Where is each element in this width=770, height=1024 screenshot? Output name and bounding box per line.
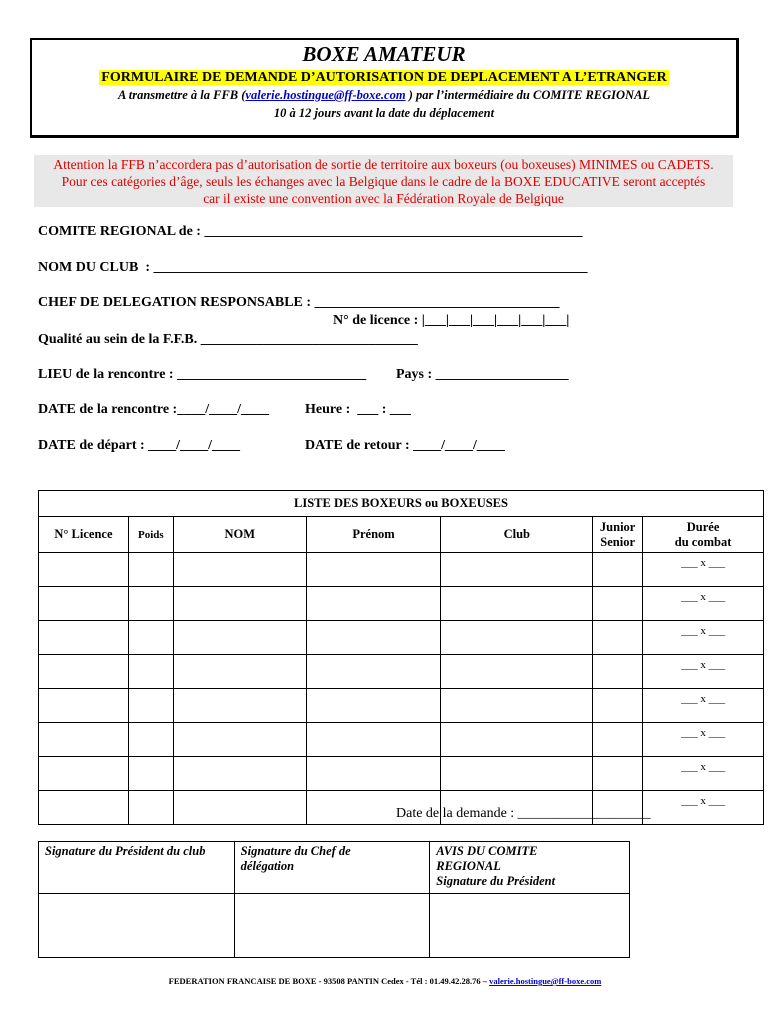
cell-nom[interactable]: [173, 553, 306, 587]
cell-nom[interactable]: [173, 791, 306, 825]
cell-nom[interactable]: [173, 587, 306, 621]
col-header-club: Club: [441, 517, 593, 553]
request-date-field[interactable]: Date de la demande : ___________________: [396, 806, 651, 821]
cell-prenom[interactable]: [306, 757, 441, 791]
col-header-nom: NOM: [173, 517, 306, 553]
boxer-rows: [39, 553, 764, 825]
cell-duree[interactable]: ___ x ___: [643, 553, 764, 587]
cell-licence[interactable]: [39, 553, 129, 587]
table-row: [39, 757, 764, 791]
cell-junior-senior[interactable]: [593, 689, 643, 723]
col-header-duree: [643, 517, 764, 553]
col-header-duree-1: Durée: [686, 519, 720, 534]
cell-poids[interactable]: [128, 723, 173, 757]
cell-club[interactable]: [441, 621, 593, 655]
col-header-licence: N° Licence: [39, 517, 129, 553]
meeting-date-field[interactable]: DATE de la rencontre :____/____/____: [38, 402, 269, 417]
transmit-suffix: ) par l’intermédiaire du COMITE REGIONAL: [405, 88, 651, 102]
signature-avis-comite-box[interactable]: [430, 894, 630, 958]
cell-club[interactable]: [441, 587, 593, 621]
table-row: [39, 723, 764, 757]
cell-prenom[interactable]: [306, 723, 441, 757]
licence-number-field[interactable]: N° de licence : |___|___|___|___|___|___|: [333, 313, 570, 328]
cell-poids[interactable]: [128, 587, 173, 621]
col-header-junior: Junior: [599, 519, 636, 534]
avis-comite-line-1: AVIS DU COMITE: [436, 844, 538, 858]
footer-email-link[interactable]: valerie.hostingue@ff-boxe.com: [489, 976, 602, 986]
signature-president-club-box[interactable]: [39, 894, 235, 958]
cell-duree[interactable]: ___ x ___: [643, 723, 764, 757]
signature-chef-delegation-line-1: Signature du Chef de: [240, 844, 351, 858]
form-subtitle: [32, 68, 736, 86]
col-header-junior-senior: [593, 517, 643, 553]
cell-junior-senior[interactable]: [593, 553, 643, 587]
boxers-table: [38, 490, 764, 825]
warning-box: [34, 155, 733, 207]
warning-line-2: Pour ces catégories d’âge, seuls les échanges avec la Belgique dans le cadre de la BOXE EDUCATIVE seront acceptés: [61, 174, 706, 189]
col-header-poids: Poids: [128, 517, 173, 553]
col-header-duree-2: du combat: [674, 534, 732, 549]
cell-junior-senior[interactable]: [593, 723, 643, 757]
table-row: [39, 553, 764, 587]
cell-poids[interactable]: [128, 621, 173, 655]
transmit-email-link[interactable]: valerie.hostingue@ff-boxe.com: [245, 88, 406, 102]
cell-duree[interactable]: ___ x ___: [643, 689, 764, 723]
time-field[interactable]: Heure : ___ : ___: [305, 402, 411, 417]
meeting-place-field[interactable]: LIEU de la rencontre : ___________________________: [38, 367, 367, 382]
cell-licence[interactable]: [39, 757, 129, 791]
table-row: [39, 587, 764, 621]
comite-regional-field[interactable]: COMITE REGIONAL de : ______________________________________________________: [38, 224, 583, 239]
cell-nom[interactable]: [173, 723, 306, 757]
signature-chef-delegation-box[interactable]: [234, 894, 430, 958]
signature-chef-delegation-label: [234, 842, 430, 894]
cell-nom[interactable]: [173, 655, 306, 689]
cell-duree[interactable]: ___ x ___: [643, 791, 764, 825]
cell-junior-senior[interactable]: [593, 587, 643, 621]
cell-licence[interactable]: [39, 689, 129, 723]
cell-licence[interactable]: [39, 791, 129, 825]
cell-club[interactable]: [441, 689, 593, 723]
cell-duree[interactable]: ___ x ___: [643, 757, 764, 791]
signatures-table: [38, 841, 630, 958]
cell-nom[interactable]: [173, 757, 306, 791]
cell-duree[interactable]: ___ x ___: [643, 587, 764, 621]
warning-line-3: car il existe une convention avec la Fédération Royale de Belgique: [203, 191, 564, 206]
cell-junior-senior[interactable]: [593, 621, 643, 655]
avis-comite-line-2: REGIONAL: [436, 859, 501, 873]
cell-prenom[interactable]: [306, 689, 441, 723]
cell-poids[interactable]: [128, 757, 173, 791]
table-title: LISTE DES BOXEURS ou BOXEUSES: [39, 491, 764, 517]
cell-licence[interactable]: [39, 723, 129, 757]
header-box: [30, 38, 739, 138]
cell-poids[interactable]: [128, 655, 173, 689]
form-title: BOXE AMATEUR: [302, 42, 466, 66]
cell-licence[interactable]: [39, 655, 129, 689]
cell-junior-senior[interactable]: [593, 655, 643, 689]
avis-comite-label: [430, 842, 630, 894]
signature-president-club-label: Signature du Président du club: [39, 842, 235, 894]
cell-duree[interactable]: ___ x ___: [643, 655, 764, 689]
col-header-prenom: Prénom: [306, 517, 441, 553]
table-row: [39, 621, 764, 655]
cell-licence[interactable]: [39, 621, 129, 655]
cell-club[interactable]: [441, 757, 593, 791]
country-field[interactable]: Pays : ___________________: [396, 367, 569, 382]
footer: [0, 976, 770, 986]
cell-poids[interactable]: [128, 553, 173, 587]
signature-chef-delegation-line-2: délégation: [240, 859, 295, 873]
transmit-instructions: [32, 88, 736, 103]
cell-club[interactable]: [441, 655, 593, 689]
cell-prenom[interactable]: [306, 553, 441, 587]
form-subtitle-text: FORMULAIRE DE DEMANDE D’AUTORISATION DE DEPLACEMENT A L’ETRANGER: [101, 70, 667, 85]
footer-text: FEDERATION FRANCAISE DE BOXE - 93508 PANTIN Cedex - Tél : 01.49.42.28.76 –: [168, 976, 490, 986]
cell-nom[interactable]: [173, 689, 306, 723]
cell-poids[interactable]: [128, 791, 173, 825]
cell-prenom[interactable]: [306, 655, 441, 689]
departure-date-field[interactable]: DATE de départ : ____/____/____: [38, 438, 240, 453]
delegation-chief-field[interactable]: CHEF DE DELEGATION RESPONSABLE : ___________________________________: [38, 295, 560, 310]
col-header-senior: Senior: [600, 534, 635, 549]
delay-notice: 10 à 12 jours avant la date du déplacement: [273, 106, 495, 120]
cell-club[interactable]: [441, 723, 593, 757]
return-date-field[interactable]: DATE de retour : ____/____/____: [305, 438, 505, 453]
cell-club[interactable]: [441, 553, 593, 587]
cell-licence[interactable]: [39, 587, 129, 621]
avis-comite-line-3: Signature du Président: [436, 874, 556, 888]
table-row: [39, 655, 764, 689]
table-row: [39, 689, 764, 723]
cell-poids[interactable]: [128, 689, 173, 723]
cell-prenom[interactable]: [306, 587, 441, 621]
cell-junior-senior[interactable]: [593, 757, 643, 791]
club-name-field[interactable]: NOM DU CLUB : ______________________________________________________________: [38, 260, 588, 275]
warning-line-1: Attention la FFB n’accordera pas d’autorisation de sortie de territoire aux boxeurs (ou boxeuses) MINIMES ou CADETS.: [53, 157, 714, 172]
cell-duree[interactable]: ___ x ___: [643, 621, 764, 655]
cell-nom[interactable]: [173, 621, 306, 655]
cell-prenom[interactable]: [306, 621, 441, 655]
ffb-quality-field[interactable]: Qualité au sein de la F.F.B. _______________________________: [38, 332, 418, 347]
transmit-prefix: A transmettre à la FFB (: [117, 88, 246, 102]
